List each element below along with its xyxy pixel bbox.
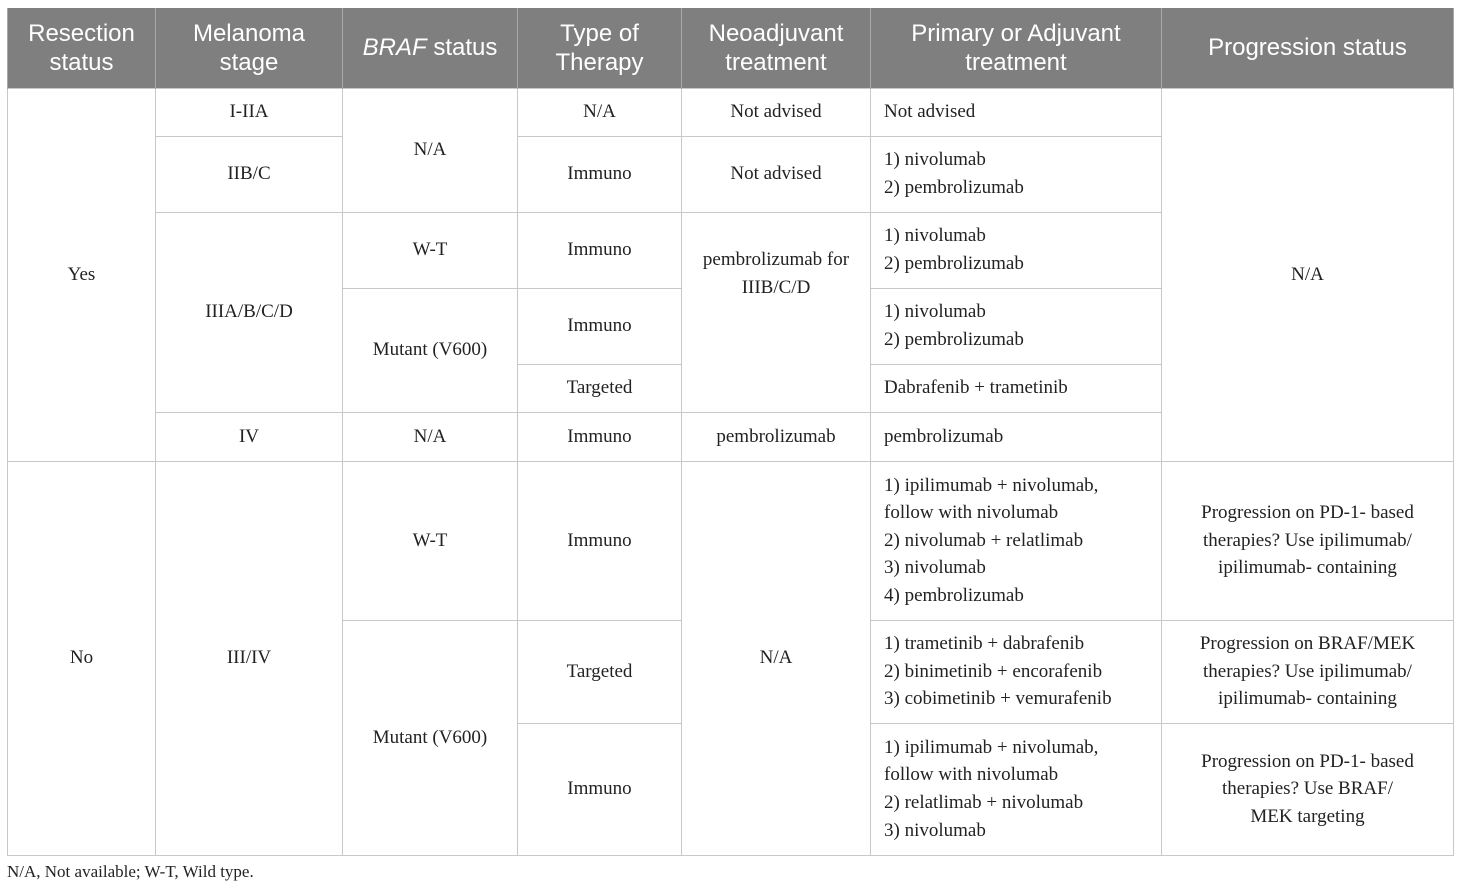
cell-progression: [1162, 461, 1454, 620]
neoadjuvant-text: pembrolizumab for IIIB/C/D: [702, 249, 850, 298]
header-braf-status: [343, 8, 518, 88]
header-braf-suffix: status: [426, 34, 498, 62]
cell-neoadjuvant: N/A: [682, 461, 871, 855]
cell-line: 3) cobimetinib + vemurafenib: [884, 688, 1112, 710]
cell-neoadjuvant: [682, 212, 871, 412]
cell-line: 2) binimetinib + encorafenib: [884, 660, 1103, 682]
cell-line: Not advised: [884, 101, 976, 123]
header-resection-status: Resection status: [8, 8, 156, 88]
table-footnote: N/A, Not available; W-T, Wild type.: [7, 862, 254, 881]
cell-line: 2) pembrolizumab: [884, 177, 1024, 198]
cell-line: Dabrafenib + trametinib: [884, 377, 1068, 399]
header-progression-status: Progression status: [1162, 8, 1454, 88]
cell-line: 2) nivolumab + relatlimab: [884, 529, 1084, 551]
header-primary-adjuvant: Primary or Adjuvant treatment: [871, 8, 1162, 88]
cell-line: 1) nivolumab: [884, 301, 986, 323]
cell-primary: [871, 136, 1162, 212]
cell-line: 3) nivolumab: [884, 557, 986, 579]
header-melanoma-stage: Melanoma stage: [156, 8, 343, 88]
cell-line: follow with nivolumab: [884, 502, 1059, 524]
cell-resection-no: No: [8, 461, 156, 855]
cell-line: follow with nivolumab: [884, 764, 1059, 786]
treatment-table: [7, 8, 1454, 856]
cell-line: 1) nivolumab: [884, 149, 986, 171]
cell-line: 1) trametinib + dabrafenib: [884, 633, 1085, 655]
cell-progression: N/A: [1162, 88, 1454, 461]
cell-stage: IIIA/B/C/D: [156, 212, 343, 412]
cell-stage: IIB/C: [156, 136, 343, 212]
cell-line: MEK targeting: [1250, 805, 1365, 827]
cell-braf: Mutant (V600): [343, 620, 518, 855]
cell-line: Progression on PD-1- based: [1201, 502, 1414, 524]
cell-stage: III/IV: [156, 461, 343, 855]
header-row: [8, 8, 1454, 88]
cell-braf: Mutant (V600): [343, 288, 518, 412]
cell-primary: [871, 364, 1162, 412]
cell-therapy: Immuno: [518, 212, 682, 288]
header-type-of-therapy: Type of Therapy: [518, 8, 682, 88]
cell-therapy: Immuno: [518, 288, 682, 364]
cell-therapy: Immuno: [518, 412, 682, 461]
cell-resection-yes: Yes: [8, 88, 156, 461]
cell-line: 3) nivolumab: [884, 819, 986, 841]
cell-line: therapies? Use ipilimumab/: [1203, 529, 1412, 551]
cell-line: 1) ipilimumab + nivolumab,: [884, 474, 1099, 496]
cell-stage: I-IIA: [156, 88, 343, 136]
cell-line: 2) relatlimab + nivolumab: [884, 792, 1084, 813]
cell-primary: [871, 88, 1162, 136]
table-row: [8, 88, 1454, 136]
treatment-table-container: [7, 8, 1453, 856]
cell-therapy: Immuno: [518, 723, 682, 855]
cell-line: pembrolizumab: [884, 425, 1004, 447]
cell-primary: [871, 412, 1162, 461]
cell-therapy: N/A: [518, 88, 682, 136]
cell-primary: [871, 212, 1162, 288]
cell-braf: N/A: [343, 412, 518, 461]
cell-line: 2) pembrolizumab: [884, 329, 1024, 350]
cell-line: ipilimumab- containing: [1218, 688, 1397, 710]
cell-line: ipilimumab- containing: [1218, 557, 1397, 579]
header-neoadjuvant: Neoadjuvant treatment: [682, 8, 871, 88]
cell-primary: [871, 723, 1162, 855]
cell-line: Progression on PD-1- based: [1201, 750, 1414, 772]
cell-progression: [1162, 723, 1454, 855]
cell-line: 2) pembrolizumab: [884, 253, 1024, 274]
cell-neoadjuvant: Not advised: [682, 88, 871, 136]
cell-stage: IV: [156, 412, 343, 461]
cell-therapy: Immuno: [518, 136, 682, 212]
cell-line: 4) pembrolizumab: [884, 584, 1024, 606]
cell-neoadjuvant: pembrolizumab: [682, 412, 871, 461]
cell-line: therapies? Use ipilimumab/: [1203, 660, 1412, 682]
header-braf-gene: BRAF: [362, 34, 427, 62]
cell-line: 1) nivolumab: [884, 225, 986, 247]
cell-progression: [1162, 620, 1454, 723]
cell-line: Progression on BRAF/MEK: [1199, 633, 1416, 655]
cell-therapy: Targeted: [518, 364, 682, 412]
cell-therapy: Immuno: [518, 461, 682, 620]
cell-braf: W-T: [343, 212, 518, 288]
cell-braf: W-T: [343, 461, 518, 620]
cell-primary: [871, 288, 1162, 364]
cell-braf: N/A: [343, 88, 518, 212]
table-row: [8, 461, 1454, 620]
cell-therapy: Targeted: [518, 620, 682, 723]
cell-primary: [871, 461, 1162, 620]
cell-neoadjuvant: Not advised: [682, 136, 871, 212]
cell-primary: [871, 620, 1162, 723]
cell-line: 1) ipilimumab + nivolumab,: [884, 736, 1099, 758]
cell-line: therapies? Use BRAF/: [1222, 778, 1393, 800]
